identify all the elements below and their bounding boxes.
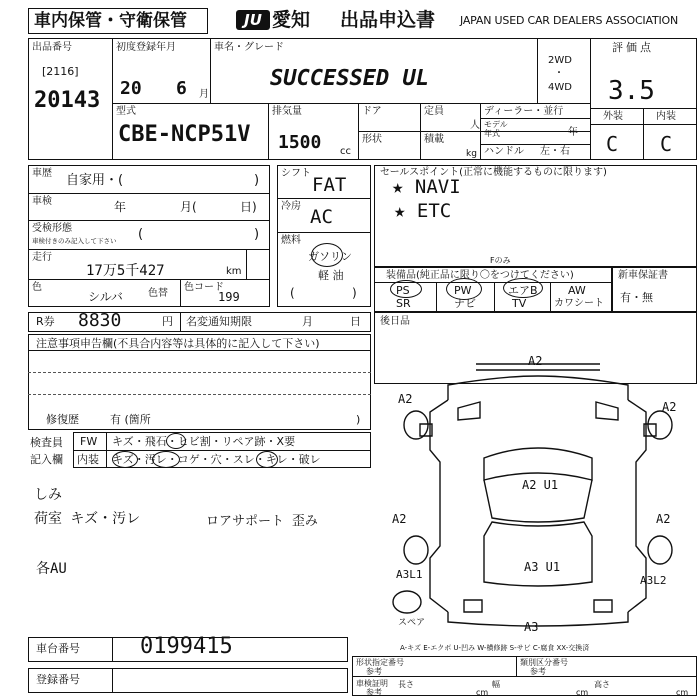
lot-small-number: [2116] [42,65,79,78]
check-circle [256,451,278,468]
model-year-label-2: 年式 [484,129,500,138]
capacity-label: 定員 [424,106,444,117]
cm-unit: cm [676,688,689,697]
svg-text:JU: JU [244,11,262,29]
kg-unit: kg [466,149,477,159]
equipment-code: PS [396,284,410,297]
damage-mark: A2 U1 [522,478,559,492]
equipment-note: Fのみ [490,256,511,265]
receipt-open: ( [138,227,144,242]
reference-label: 参考 [530,667,546,676]
type-label: 型式 [116,106,136,117]
receipt-label: 受検形態 [32,223,72,234]
grid-divider [277,232,371,233]
spare-label: スペア [398,618,426,628]
entry-label: 記入欄 [30,453,63,466]
shape-label: 形状 [362,134,382,145]
displacement-label: 排気量 [272,106,302,117]
shift-label: シフト [281,168,311,179]
grid-divider [268,103,269,160]
grid-divider [277,198,371,199]
equipment-code: エアB [508,284,538,297]
grid-divider [352,676,697,677]
registration-year: 20 [120,78,142,99]
exterior-label: 外装 [603,111,623,122]
equipment-circle [390,280,422,298]
selling-points-label: セールスポイント(正常に機能するものに限ります) [380,167,607,178]
equipment-circle [446,278,482,300]
repair-history-close: ) [356,413,361,426]
receipt-close: ) [254,227,260,242]
cm-unit: cm [476,688,489,697]
recycle-amount: 8830 [78,310,122,331]
category-label: 類別区分番号 [520,658,568,667]
month-unit: 月 [199,89,209,100]
reference-label: 参考 [366,688,382,697]
damage-mark: A3 [524,620,539,634]
grid-divider [516,656,517,676]
recycle-label: R券 [36,315,55,328]
damage-mark: A2 [662,400,677,414]
postscript-label: 後日品 [380,316,410,327]
grid-divider [550,282,551,312]
form-title: 出品申込書 [340,9,436,31]
dotted-line [28,372,371,373]
drive-2wd: 2WD [548,55,572,66]
damage-mark: A3L2 [640,574,667,587]
interior-grade: C [660,132,673,156]
inspector-label: 検査員 [30,436,63,449]
damage-mark: A3L1 [396,568,423,581]
interior-label: 内装 [656,111,676,122]
handwritten-note: 各AU [36,561,67,577]
mileage-value: 17万5千427 [86,263,165,279]
repair-history-value: 有 (箇所 [110,413,151,426]
inspection-day: 日) [240,200,257,214]
grid-divider [73,450,371,451]
load-label: 積載 [424,134,444,145]
grid-divider [246,249,247,279]
fuel-diesel: 軽 油 [318,269,344,282]
color-value: シルバ [88,290,123,304]
selling-point-item: ★ NAVI [392,176,461,198]
ac-label: 冷房 [281,201,301,212]
check-circle [166,433,186,449]
storage-title: 車内保管・守衛保管 [34,11,187,31]
fuel-gas-circle [311,243,343,267]
rating-score: 3.5 [608,76,655,106]
door-label: ドア [362,106,382,117]
certificate-label: 車検証明 [356,679,388,688]
inspection-label: 車検 [32,196,52,207]
fw-label: FW [80,435,98,448]
interior-items: キズ・汚レ・コゲ・穴・スレ・キレ・破レ [112,453,321,466]
grid-divider [358,131,590,132]
equipment-label: 装備品(純正品に限り〇をつけてください) [386,270,574,281]
handwritten-note: 荷室 キズ・汚レ [34,511,141,527]
fuel-label: 燃料 [281,235,301,246]
grid-divider [494,282,495,312]
yen-unit: 円 [162,315,173,328]
equipment-circle [503,278,543,298]
cc-unit: cc [340,146,351,157]
rating-label: 評価点 [612,41,654,54]
reference-label: 参考 [366,667,382,676]
usage-close: ) [254,173,260,188]
shape-designation-label: 形状指定番号 [356,658,404,667]
color-change-label: 色替 [148,288,168,299]
grid-divider [210,38,211,103]
drive-separator: ・ [554,68,564,79]
registration-number-label: 登録番号 [36,673,80,686]
exterior-grade: C [606,132,619,156]
interior-check-label: 内装 [77,453,99,466]
grid-divider [106,432,107,468]
equipment-name: TV [512,297,527,310]
receipt-note: 車検付きのみ記入して下さい [32,237,117,245]
brand-name: 愛知 [272,9,311,31]
inspection-month: 月( [180,200,197,214]
grid-divider [180,312,181,332]
name-change-label: 名変通知期限 [186,315,252,328]
equipment-code: AW [568,284,586,297]
equipment-code: PW [454,284,472,297]
cm-unit: cm [576,688,589,697]
grid-divider [28,249,270,250]
caution-label: 注意事項申告欄(不具合内容等は具体的に記入して下さい) [36,337,320,350]
grid-divider [112,637,113,662]
drive-4wd: 4WD [548,82,572,93]
equipment-name: ナビ [454,297,476,310]
association-name: JAPAN USED CAR DEALERS ASSOCIATION [460,14,678,27]
vehicle-details-box [28,165,270,307]
grid-divider [480,144,590,145]
color-label: 色 [32,282,42,293]
damage-mark: A2 [392,512,407,526]
grid-divider [112,38,113,160]
handwritten-note: ロアサポート 歪み [206,514,318,529]
name-change-month: 月 [302,315,313,328]
fuel-close: ) [352,286,357,300]
grid-divider [537,38,538,103]
grid-divider [28,350,371,351]
ac-value: AC [310,206,333,228]
grid-divider [643,108,644,160]
grid-divider [28,193,270,194]
grid-divider [180,279,181,307]
check-circle [152,451,180,468]
check-circle [112,451,138,468]
lot-number-label: 出品番号 [32,42,72,53]
grid-divider [112,103,590,104]
grid-divider [112,668,113,693]
usage-value: 自家用・( [66,173,124,188]
fw-items: キズ・飛石・ヒビ割・リペア跡・X要 [112,435,296,448]
damage-mark: A2 [656,512,671,526]
warranty-value: 有・無 [620,291,653,304]
color-code-label: 色コード [184,282,224,293]
length-label: 長さ [398,680,414,689]
name-change-day: 日 [350,315,361,328]
damage-mark: A2 [398,392,413,406]
displacement-value: 1500 [278,132,322,153]
handle-value: 左・右 [540,146,570,157]
model-code: CBE-NCP51V [118,122,251,147]
fuel-gas: ガソリン [308,250,352,263]
usage-label: 車歴 [32,168,52,179]
width-label: 幅 [492,680,500,689]
handwritten-note: しみ [34,487,62,503]
car-damage-diagram [380,350,697,640]
grid-divider [28,220,270,221]
grid-divider [590,38,591,160]
lot-number: 20143 [34,88,101,113]
dotted-line [28,394,371,395]
handle-label: ハンドル [484,146,524,157]
registration-month: 6 [176,78,187,99]
grid-divider [480,118,590,119]
km-unit: km [226,266,242,277]
repair-history-label: 修復歴 [46,413,79,426]
warranty-label: 新車保証書 [618,270,668,281]
chassis-label: 車台番号 [36,642,80,655]
model-grade-label: 車名・グレード [214,42,284,53]
ju-logo [236,8,270,32]
grid-divider [436,282,437,312]
ju-logo-icon [236,8,270,32]
shift-value: FAT [312,174,347,196]
damage-mark: A3 U1 [524,560,561,574]
selling-point-item: ★ ETC [394,200,452,222]
equipment-name: SR [396,297,411,310]
color-code-value: 199 [218,290,240,304]
person-unit: 人 [470,120,480,131]
fuel-open: ( [290,286,295,300]
year-unit: 年 [568,127,578,138]
damage-mark: A2 [528,354,543,368]
height-label: 高さ [594,680,610,689]
damage-legend: A-キズ E-エクボ U-凹み W-横修跡 S-サビ C-腐食 XX-交換済 [400,644,590,652]
chassis-number: 0199415 [140,634,233,659]
equipment-name: カワシート [554,298,604,309]
inspection-year: 年 [114,200,127,214]
dealer-label: ディーラー・並行 [484,106,564,117]
model-year-label: モデル [484,120,508,129]
mileage-label: 走行 [32,252,52,263]
first-registration-label: 初度登録年月 [116,42,176,53]
model-grade: SUCCESSED UL [270,66,429,91]
